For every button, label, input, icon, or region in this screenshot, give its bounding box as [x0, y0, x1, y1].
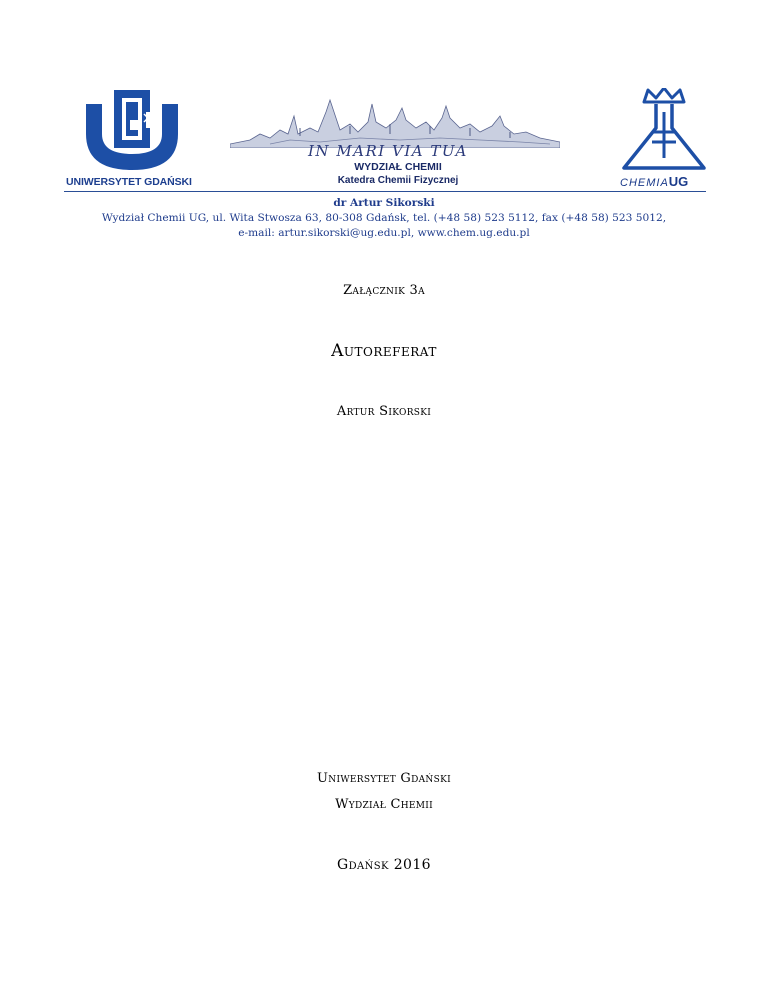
contact-address: Wydział Chemii UG, ul. Wita Stwosza 63, 80-308 Gdańsk, tel. (+48 58) 523 5112, fax (+48 58) 523 5012,	[101, 212, 667, 224]
faculty-header-name: WYDZIAŁ CHEMII	[354, 161, 442, 173]
chemia-ug-logo	[612, 88, 708, 192]
annex-text: Załącznik 3a	[343, 283, 425, 298]
city-skyline-icon	[230, 94, 560, 148]
footer-faculty	[0, 797, 768, 812]
footer-place-year	[0, 857, 768, 873]
author-name-text: Artur Sikorski	[336, 404, 432, 419]
ug-word: UG	[668, 174, 689, 189]
annex-label	[0, 283, 768, 298]
document-title-text: Autoreferat	[331, 341, 437, 361]
flask-crown-icon	[618, 88, 710, 172]
letterhead	[64, 88, 706, 192]
footer-faculty-text: Wydział Chemii	[335, 797, 433, 812]
contact-block	[0, 196, 768, 241]
document-title	[0, 341, 768, 361]
motto: IN MARI VIA TUA	[308, 142, 468, 160]
ug-emblem-icon	[84, 90, 180, 172]
author-name	[0, 404, 768, 419]
footer-place-year-text: Gdańsk 2016	[337, 857, 431, 873]
chemia-word: CHEMIA	[620, 177, 669, 189]
city-panorama	[230, 88, 560, 192]
chemia-ug-wordmark	[620, 174, 710, 189]
header-divider	[64, 191, 706, 192]
footer-university-text: Uniwersytet Gdański	[317, 771, 451, 786]
ug-logo	[64, 88, 198, 192]
footer-university	[0, 771, 768, 786]
contact-name: dr Artur Sikorski	[333, 197, 435, 209]
university-name-logo: UNIWERSYTET GDAŃSKI	[66, 176, 192, 188]
faculty-header	[330, 160, 466, 188]
contact-email-web: e-mail: artur.sikorski@ug.edu.pl, www.chem.ug.edu.pl	[238, 227, 530, 239]
department-header-name: Katedra Chemii Fizycznej	[337, 175, 459, 186]
